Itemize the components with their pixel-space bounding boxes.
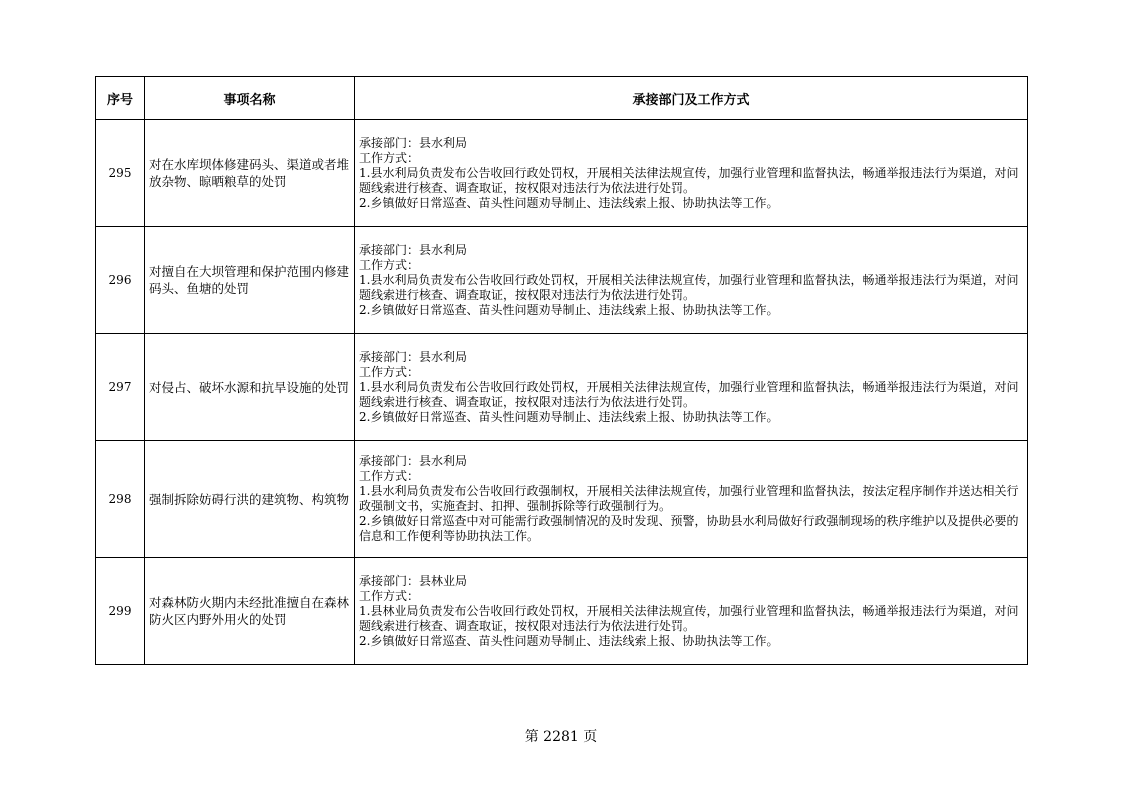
table-row [96,120,1028,227]
table-row [96,441,1028,558]
row-mode-label: 工作方式： [359,364,420,379]
row-dept: 承接部门：县水利局 [359,454,468,468]
row-name: 强制拆除妨碍行洪的建筑物、构筑物 [145,441,355,558]
table-row [96,334,1028,441]
row-method [355,441,1028,558]
row-mode-label: 工作方式： [359,257,420,272]
row-seq: 297 [96,334,145,441]
row-item-1: 1.县水利局负责发布公告收回行政强制权，开展相关法律法规宣传，加强行业管理和监督执法，按法定程序制作并送达相关行政强制文书，实施查封、扣押、强制拆除等行政强制行为。 [359,484,1019,513]
header-seq: 序号 [96,77,145,120]
table-header-row [96,77,1028,120]
row-item-1: 1.县水利局负责发布公告收回行政处罚权，开展相关法律法规宣传，加强行业管理和监督执法，畅通举报违法行为渠道，对问题线索进行核查、调查取证，按权限对违法行为依法进行处罚。 [359,272,1019,302]
matters-table [95,76,1028,665]
row-mode-label: 工作方式： [359,469,420,483]
row-dept: 承接部门：县水利局 [359,135,468,150]
row-seq: 299 [96,558,145,665]
row-item-2: 2.乡镇做好日常巡查中对可能需行政强制情况的及时发现、预警，协助县水利局做好行政强制现场的秩序维护以及提供必要的信息和工作便利等协助执法工作。 [359,514,1019,543]
row-item-1: 1.县水利局负责发布公告收回行政处罚权，开展相关法律法规宣传，加强行业管理和监督执法，畅通举报违法行为渠道，对问题线索进行核查、调查取证，按权限对违法行为依法进行处罚。 [359,379,1019,409]
row-seq: 295 [96,120,145,227]
row-item-2: 2.乡镇做好日常巡查、苗头性问题劝导制止、违法线索上报、协助执法等工作。 [359,633,779,648]
row-method [355,227,1028,334]
row-name: 对森林防火期内未经批准擅自在森林防火区内野外用火的处罚 [145,558,355,665]
row-dept: 承接部门：县林业局 [359,573,468,588]
row-dept: 承接部门：县水利局 [359,242,468,257]
row-name: 对擅自在大坝管理和保护范围内修建码头、鱼塘的处罚 [145,227,355,334]
row-dept: 承接部门：县水利局 [359,349,468,364]
row-item-1: 1.县林业局负责发布公告收回行政处罚权，开展相关法律法规宣传，加强行业管理和监督执法，畅通举报违法行为渠道，对问题线索进行核查、调查取证，按权限对违法行为依法进行处罚。 [359,603,1019,633]
row-mode-label: 工作方式： [359,150,420,165]
table-row [96,227,1028,334]
row-name: 对在水库坝体修建码头、渠道或者堆放杂物、晾晒粮草的处罚 [145,120,355,227]
row-item-2: 2.乡镇做好日常巡查、苗头性问题劝导制止、违法线索上报、协助执法等工作。 [359,302,779,317]
row-seq: 296 [96,227,145,334]
header-method: 承接部门及工作方式 [355,77,1028,120]
header-name: 事项名称 [145,77,355,120]
row-method [355,120,1028,227]
table-row [96,558,1028,665]
row-mode-label: 工作方式： [359,588,420,603]
page-number: 第 2281 页 [524,729,598,745]
row-item-1: 1.县水利局负责发布公告收回行政处罚权，开展相关法律法规宣传，加强行业管理和监督执法，畅通举报违法行为渠道，对问题线索进行核查、调查取证，按权限对违法行为依法进行处罚。 [359,165,1019,195]
row-item-2: 2.乡镇做好日常巡查、苗头性问题劝导制止、违法线索上报、协助执法等工作。 [359,195,779,210]
row-name: 对侵占、破坏水源和抗旱设施的处罚 [145,334,355,441]
row-method [355,334,1028,441]
row-method [355,558,1028,665]
row-item-2: 2.乡镇做好日常巡查、苗头性问题劝导制止、违法线索上报、协助执法等工作。 [359,409,779,424]
row-seq: 298 [96,441,145,558]
